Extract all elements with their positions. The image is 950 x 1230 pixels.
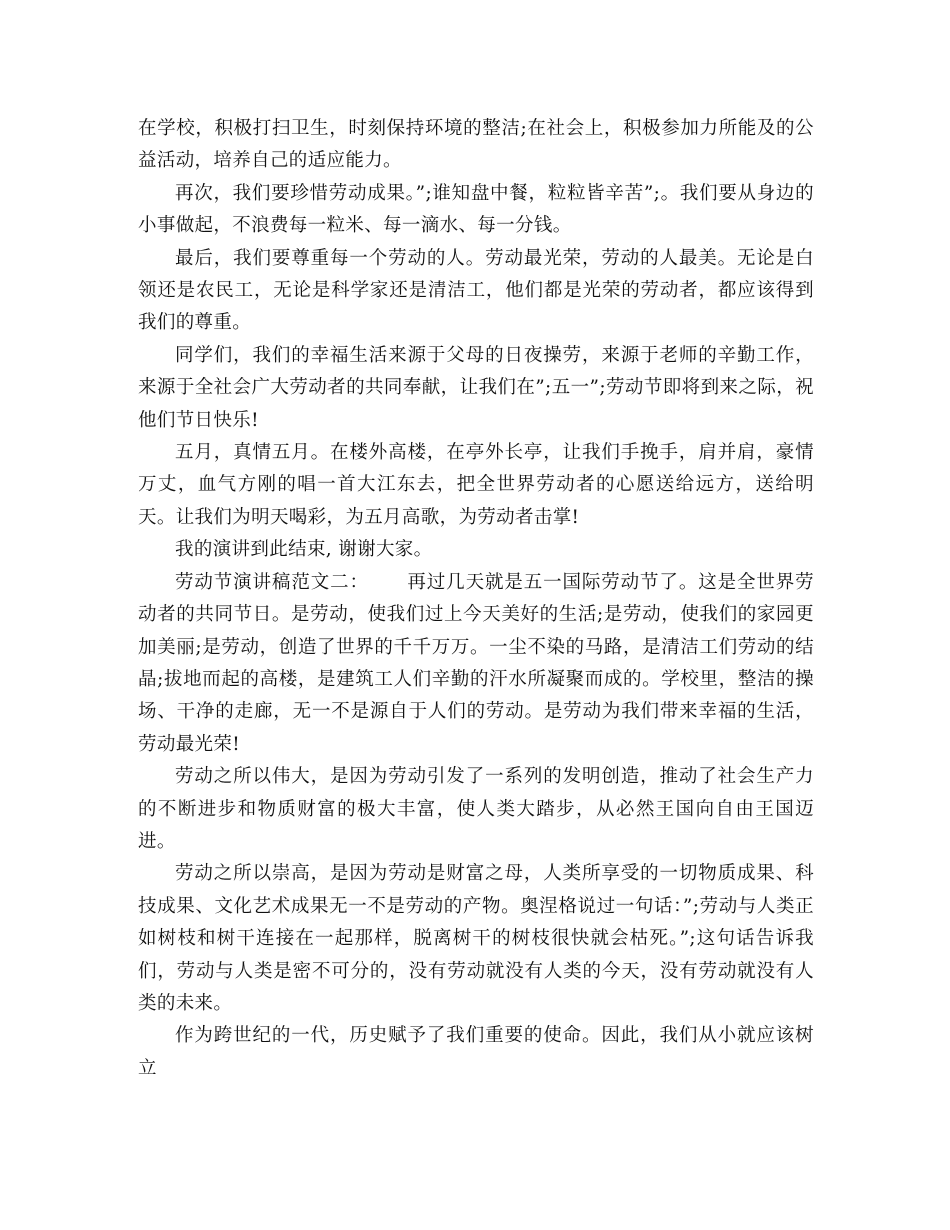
paragraph-mission: 作为跨世纪的一代，历史赋予了我们重要的使命。因此，我们从小就应该树立 [138, 1025, 814, 1079]
paragraph-school-activities: 在学校，积极打扫卫生，时刻保持环境的整洁;在社会上，积极参加力所能及的公益活动，培养自己的适应能力。 [138, 118, 814, 172]
paragraph-closing: 我的演讲到此结束, 谢谢大家。 [175, 539, 433, 561]
speech-two-text: 再过几天就是五一国际劳动节了。这是全世界劳动者的共同节日。是劳动，使我们过上今天美好的生活;是劳动，使我们的家园更加美丽;是劳动，创造了世界的千千万万。一尘不染的马路，是清洁工们劳动的结晶;拔地而起的高楼，是建筑工人们辛勤的汗水所凝聚而成的。学校里，整洁的操场、干净的走廊，无一不是源自于人们的劳动。是劳动为我们带来幸福的生活，劳动最光荣! [138, 571, 814, 755]
paragraph-labor-great: 劳动之所以伟大，是因为劳动引发了一系列的发明创造，推动了社会生产力的不断进步和物质财富的极大丰富，使人类大踏步，从必然王国向自由王国迈进。 [138, 766, 814, 852]
paragraph-speech-two [138, 567, 814, 761]
paragraph-labor-noble: 劳动之所以崇高，是因为劳动是财富之母，人类所享受的一切物质成果、科技成果、文化艺术成果无一不是劳动的产物。奥涅格说过一句话：”;劳动与人类正如树枝和树干连接在一起那样，脱离树干的树枝很快就会枯死。”;这句话告诉我们，劳动与人类是密不可分的，没有劳动就没有人类的今天，没有劳动就没有人类的未来。 [138, 863, 814, 1014]
section-heading: 劳动节演讲稿范文二： [175, 571, 369, 593]
paragraph-respect-workers: 最后，我们要尊重每一个劳动的人。劳动最光荣，劳动的人最美。无论是白领还是农民工，无论是科学家还是清洁工，他们都是光荣的劳动者，都应该得到我们的尊重。 [138, 247, 814, 334]
paragraph-gratitude: 同学们，我们的幸福生活来源于父母的日夜操劳，来源于老师的辛勤工作，来源于全社会广大劳动者的共同奉献，让我们在”;五一”;劳动节即将到来之际，祝他们节日快乐! [138, 344, 814, 431]
document-body [138, 113, 814, 1085]
paragraph-may-ode: 五月，真情五月。在楼外高楼，在亭外长亭，让我们手挽手，肩并肩，豪情万丈，血气方刚的唱一首大江东去，把全世界劳动者的心愿送给远方，送给明天。让我们为明天喝彩，为五月高歌，为劳动者击掌! [138, 442, 814, 528]
paragraph-cherish-labor: 再次，我们要珍惜劳动成果。”;谁知盘中餐，粒粒皆辛苦”;。我们要从身边的小事做起，不浪费每一粒米、每一滴水、每一分钱。 [138, 182, 814, 237]
